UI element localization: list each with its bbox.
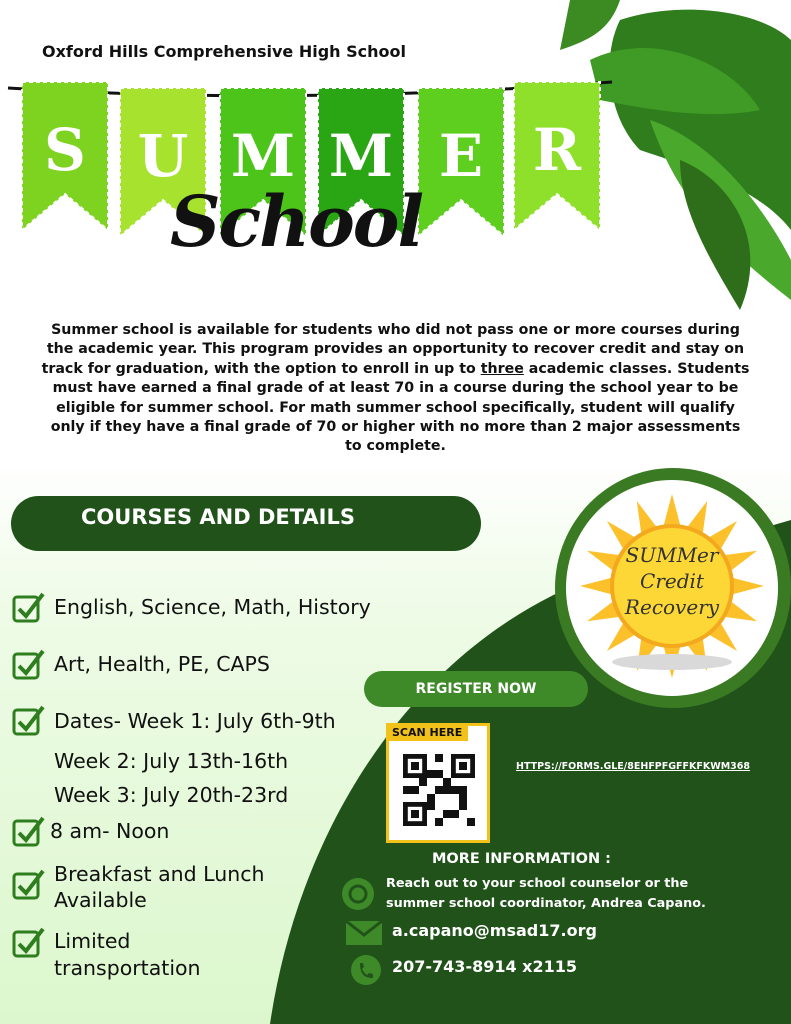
- checkmark-icon: [12, 648, 46, 682]
- dates-item: Week 3: July 20th-23rd: [54, 783, 289, 807]
- banner-flag: [514, 82, 600, 230]
- transport-item: Limited: [54, 929, 131, 953]
- banner-letter: S: [44, 116, 86, 184]
- banner-letter: M: [230, 122, 296, 190]
- more-info-text: Reach out to your school counselor or the summer school coordinator, Andrea Capano.: [386, 876, 706, 911]
- register-now-button[interactable]: REGISTER NOW: [364, 671, 588, 707]
- banner-letter: E: [438, 122, 484, 190]
- qr-code-icon: [403, 754, 475, 826]
- more-info-title: MORE INFORMATION :: [432, 851, 611, 867]
- meals-item: Available: [54, 888, 147, 912]
- banner-letter: M: [328, 122, 394, 190]
- courses-title: COURSES AND DETAILS: [11, 496, 481, 551]
- checkmark-icon: [12, 704, 46, 738]
- sun-ray: [580, 578, 611, 594]
- school-name: Oxford Hills Comprehensive High School: [42, 42, 406, 61]
- dates-item: Week 2: July 13th-16th: [54, 749, 289, 773]
- meals-item: Breakfast and Lunch: [54, 862, 265, 886]
- checkmark-icon: [12, 591, 46, 625]
- phone-icon: [350, 954, 382, 986]
- qr-code-box[interactable]: [386, 723, 490, 843]
- dates-item: Dates- Week 1: July 6th-9th: [54, 709, 336, 733]
- banner-flag: [22, 82, 108, 230]
- email-address[interactable]: a.capano@msad17.org: [392, 921, 597, 940]
- scan-here-label: SCAN HERE: [386, 724, 468, 741]
- badge-line-2: Credit: [640, 569, 704, 593]
- banner-letter: R: [532, 116, 582, 184]
- intro-paragraph: [40, 321, 751, 457]
- intro-text-1: Summer school is available for students who did not pass one or more courses during the academic year. This program provides an opportunity to recover credit and stay on track for graduation, with the option to enroll in up to: [41, 322, 745, 377]
- email-icon: [345, 920, 383, 946]
- contact-icon: [340, 876, 376, 912]
- sun-icon: [566, 480, 778, 696]
- phone-number[interactable]: 207-743-8914 x2115: [392, 957, 578, 976]
- badge-line-3: Recovery: [624, 595, 720, 619]
- course-item: English, Science, Math, History: [54, 595, 371, 619]
- transport-item: transportation: [54, 956, 201, 980]
- time-item: 8 am- Noon: [50, 819, 170, 843]
- banner-letter: U: [137, 122, 189, 190]
- banner-flag: [418, 88, 504, 236]
- intro-text-2: academic classes. Students must have earned a final grade of at least 70 in a course during the school year to be eligible for summer school. For math summer school specifically, student will qualify only if they have a final grade of 70 or higher with no more than 2 major assessments to complete.: [50, 360, 750, 455]
- registration-link[interactable]: HTTPS://FORMS.GLE/8EHFPFGFFKFKWM368: [516, 761, 751, 772]
- school-script-title: School: [170, 180, 423, 263]
- checkmark-icon: [12, 868, 46, 902]
- intro-emphasis: three: [480, 360, 524, 377]
- badge-line-1: SUMMer: [625, 543, 719, 567]
- course-item: Art, Health, PE, CAPS: [54, 652, 270, 676]
- checkmark-icon: [12, 926, 46, 960]
- sun-ray: [733, 578, 764, 594]
- checkmark-icon: [12, 815, 46, 849]
- sun-ray: [664, 494, 680, 525]
